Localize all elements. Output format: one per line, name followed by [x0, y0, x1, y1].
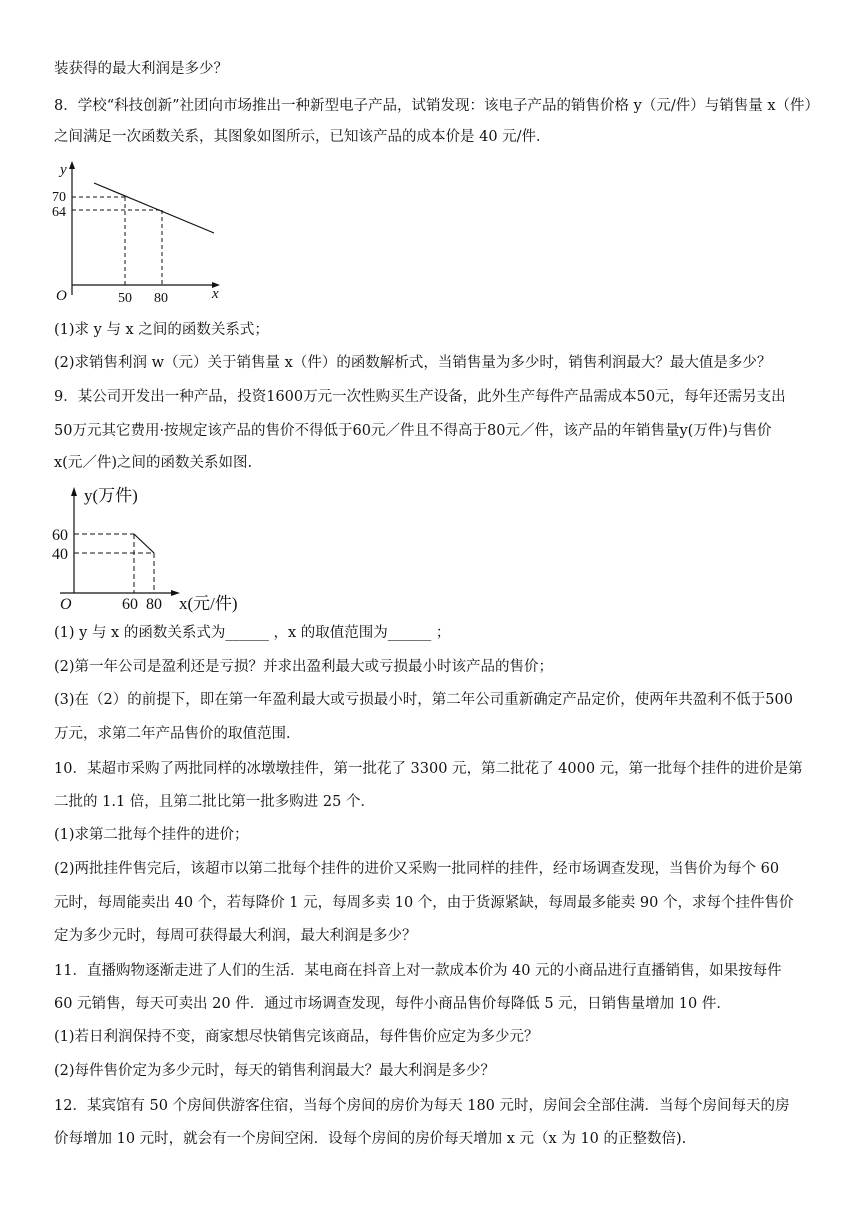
q9-text-2: 50万元其它费用·按规定该产品的售价不得低于60元／件且不得高于80元／件，该产品的年销售量y(万件)与售价 — [54, 423, 772, 439]
x-tick-label: 60 — [122, 596, 138, 613]
q10-part-1: (1)求第二批每个挂件的进价； — [54, 827, 249, 843]
x-tick-label: 50 — [118, 291, 132, 306]
q9-part-3a: (3)在（2）的前提下，即在第一年盈利最大或亏损最小时，第二年公司重新确定产品定价，使两年共盈利不低于500 — [54, 692, 793, 708]
figure-sales-vs-price — [52, 481, 262, 615]
y-tick-label: 60 — [52, 527, 68, 544]
q12-text-2: 价每增加 10 元时，就会有一个房间空闲．设每个房间的房价每天增加 x 元（x 为 10 的正整数倍). — [54, 1131, 687, 1147]
q9-text-3: x(元／件)之间的函数关系如图. — [54, 455, 253, 471]
q9-part-2: (2)第一年公司是盈利还是亏损？并求出盈利最大或亏损最小时该产品的售价； — [54, 659, 554, 675]
origin-label: O — [60, 596, 72, 613]
q11-part-1: (1)若日利润保持不变，商家想尽快销售完该商品，每件售价应定为多少元？ — [54, 1029, 539, 1045]
y-tick-label: 64 — [52, 205, 66, 220]
q8-text-1: 8．学校“科技创新”社团向市场推出一种新型电子产品，试销发现：该电子产品的销售价格 y（元/件）与销售量 x（件） — [54, 98, 820, 114]
q10-text-2: 二批的 1.1 倍，且第二批比第一批多购进 25 个． — [54, 794, 375, 810]
q10-part-2b: 元时，每周能卖出 40 个，若每降价 1 元，每周多卖 10 个，由于货源紧缺，每周最多能卖 90 个，求每个挂件售价 — [54, 895, 794, 911]
x-tick-label: 80 — [154, 291, 168, 306]
y-axis-label: y — [60, 162, 67, 178]
y-tick-label: 40 — [52, 546, 68, 563]
q11-text-1: 11．直播购物逐渐走进了人们的生活．某电商在抖音上对一款成本价为 40 元的小商品进行直播销售，如果按每件 — [54, 963, 782, 979]
q11-part-2: (2)每件售价定为多少元时，每天的销售利润最大？最大利润是多少？ — [54, 1063, 496, 1079]
q10-part-2c: 定为多少元时，每周可获得最大利润，最大利润是多少？ — [54, 928, 417, 944]
q10-text-1: 10．某超市采购了两批同样的冰墩墩挂件，第一批花了 3300 元，第二批花了 4000 元，第一批每个挂件的进价是第 — [54, 761, 803, 777]
q10-part-2a: (2)两批挂件售完后，该超市以第二批每个挂件的进价又采购一批同样的挂件，经市场调查发现，当售价为每个 60 — [54, 861, 780, 877]
sales-line — [134, 534, 154, 553]
price-line — [94, 183, 214, 233]
text-line-0: 装获得的最大利润是多少？ — [54, 61, 228, 77]
q8-part-1: (1)求 y 与 x 之间的函数关系式； — [54, 322, 269, 338]
y-tick-label: 70 — [52, 190, 66, 205]
q8-part-2: (2)求销售利润 w（元）关于销售量 x（件）的函数解析式，当销售量为多少时，销售利润最大？最大值是多少？ — [54, 355, 772, 371]
origin-label: O — [56, 288, 67, 304]
x-tick-label: 80 — [146, 596, 162, 613]
x-axis-label: x(元/件) — [179, 594, 238, 613]
q11-text-2: 60 元销售，每天可卖出 20 件．通过市场调查发现，每件小商品售价每降低 5 元，日销售量增加 10 件． — [54, 996, 731, 1012]
figure-price-vs-quantity — [52, 158, 232, 308]
q9-text-1: 9．某公司开发出一种产品，投资1600万元一次性购买生产设备，此外生产每件产品需成本50元，每年还需另支出 — [54, 389, 786, 405]
x-axis-label: x — [212, 286, 219, 302]
q12-text-1: 12．某宾馆有 50 个房间供游客住宿，当每个房间的房价为每天 180 元时，房间会全部住满．当每个房间每天的房 — [54, 1098, 790, 1114]
q9-part-3b: 万元，求第二年产品售价的取值范围． — [54, 726, 301, 742]
y-axis-label: y(万件) — [84, 486, 138, 505]
q9-part-1: (1) y 与 x 的函数关系式为______ ，x 的取值范围为______ ； — [54, 625, 451, 641]
q8-text-2: 之间满足一次函数关系，其图象如图所示，已知该产品的成本价是 40 元/件． — [54, 129, 551, 145]
